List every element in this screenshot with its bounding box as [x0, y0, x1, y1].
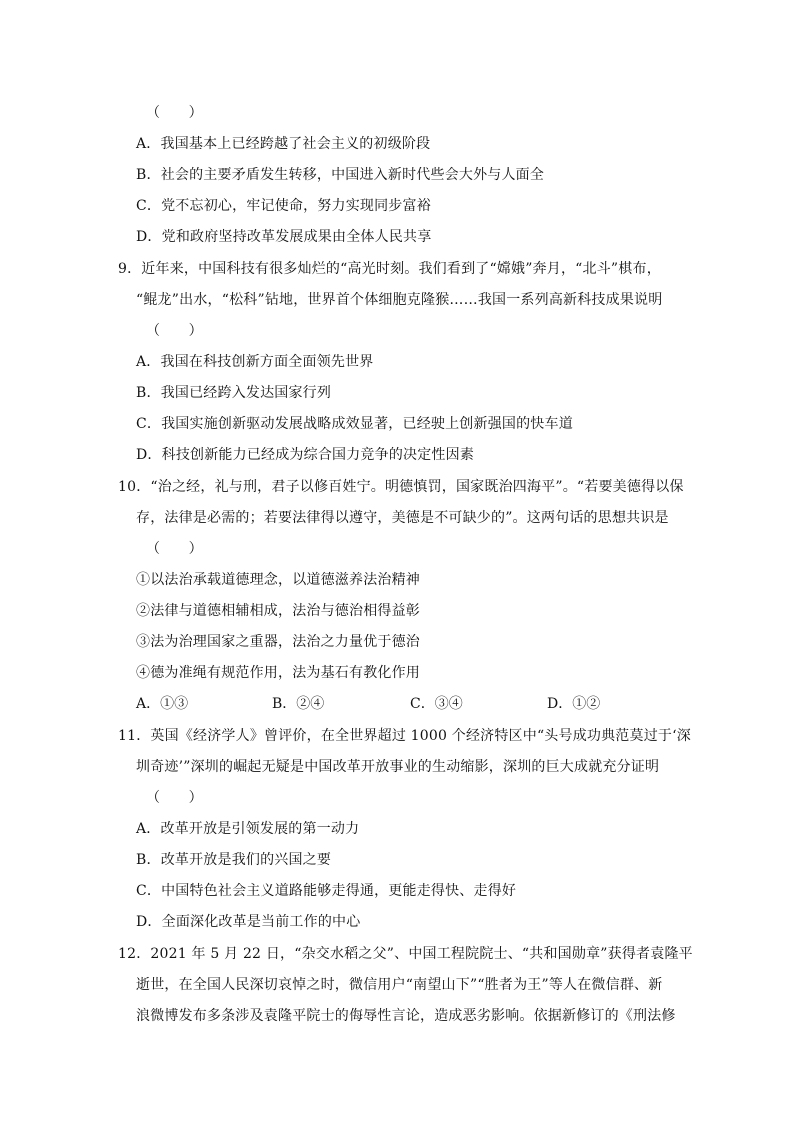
q11-stem-line-1: 11．英国《经济学人》曾评价，在全世界超过 1000 个经济特区中“头号成功典范莫过于‘深 [118, 728, 691, 744]
q10-item-4: ④德为准绳有规范作用，法为基石有教化作用 [136, 665, 420, 681]
q10-answer-bracket: （ ） [146, 541, 203, 557]
q9-option-d: D．科技创新能力已经成为综合国力竞争的决定性因素 [136, 447, 475, 463]
q10-item-2: ②法律与道德相辅相成，法治与德治相得益彰 [136, 603, 420, 619]
q8-option-b: B．社会的主要矛盾发生转移，中国进入新时代些会大外与人面全 [136, 167, 545, 183]
q11-answer-bracket: （ ） [146, 790, 203, 806]
q9-stem-line-2: “鲲龙”出水，“松科”钻地，世界首个体细胞克隆猴……我国一系列高新科技成果说明 [136, 292, 663, 308]
q11-option-a: A．改革开放是引领发展的第一动力 [136, 821, 360, 837]
q10-option-d: D．①② [547, 696, 601, 712]
q11-option-b: B．改革开放是我们的兴国之要 [136, 852, 332, 868]
q11-option-c: C．中国特色社会主义道路能够走得通，更能走得快、走得好 [136, 883, 517, 899]
q8-option-a: A．我国基本上已经跨越了社会主义的初级阶段 [136, 136, 431, 152]
q9-option-a: A．我国在科技创新方面全面领先世界 [136, 354, 374, 370]
q11-stem-line-2: 圳奇迹’”深圳的崛起无疑是中国改革开放事业的生动缩影，深圳的巨大成就充分证明 [136, 759, 660, 775]
q8-answer-bracket: （ ） [146, 105, 203, 121]
q12-stem-line-1: 12．2021 年 5 月 22 日，“杂交水稻之父”、中国工程院院士、“共和国勋章”获得者袁隆平 [118, 946, 693, 962]
q9-answer-bracket: （ ） [146, 323, 203, 339]
q10-option-c: C．③④ [410, 696, 463, 712]
q10-item-1: ①以法治承载道德理念，以道德滋养法治精神 [136, 572, 420, 588]
q10-stem-line-1: 10．“治之经，礼与刑，君子以修百姓宁。明德慎罚，国家既治四海平”。“若要美德得以保 [118, 479, 684, 495]
q10-options-row [136, 694, 676, 714]
q11-option-d: D．全面深化改革是当前工作的中心 [136, 914, 361, 930]
q9-option-c: C．我国实施创新驱动发展战略成效显著，已经驶上创新强国的快车道 [136, 416, 573, 432]
q10-stem-line-2: 存，法律是必需的；若要法律得以遵守，美德是不可缺少的”。这两句话的思想共识是 [136, 510, 669, 526]
q9-option-b: B．我国已经跨入发达国家行列 [136, 385, 332, 401]
q8-option-c: C．党不忘初心，牢记使命，努力实现同步富裕 [136, 198, 431, 214]
q9-stem-line-1: 9．近年来，中国科技有很多灿烂的“高光时刻。我们看到了“嫦娥”奔月，“北斗”棋布， [118, 261, 661, 277]
q12-stem-line-2: 逝世，在全国人民深切哀悼之时，微信用户“南望山下”“胜者为王”等人在微信群、新 [136, 977, 663, 993]
q8-option-d: D．党和政府坚持改革发展成果由全体人民共享 [136, 229, 432, 245]
q10-option-b: B．②④ [272, 696, 325, 712]
q12-stem-line-3: 浪微博发布多条涉及袁隆平院士的侮辱性言论，造成恶劣影响。依据新修订的《刑法修 [136, 1008, 676, 1024]
q10-option-a: A．①③ [136, 696, 189, 712]
q10-item-3: ③法为治理国家之重器，法治之力量优于德治 [136, 634, 420, 650]
